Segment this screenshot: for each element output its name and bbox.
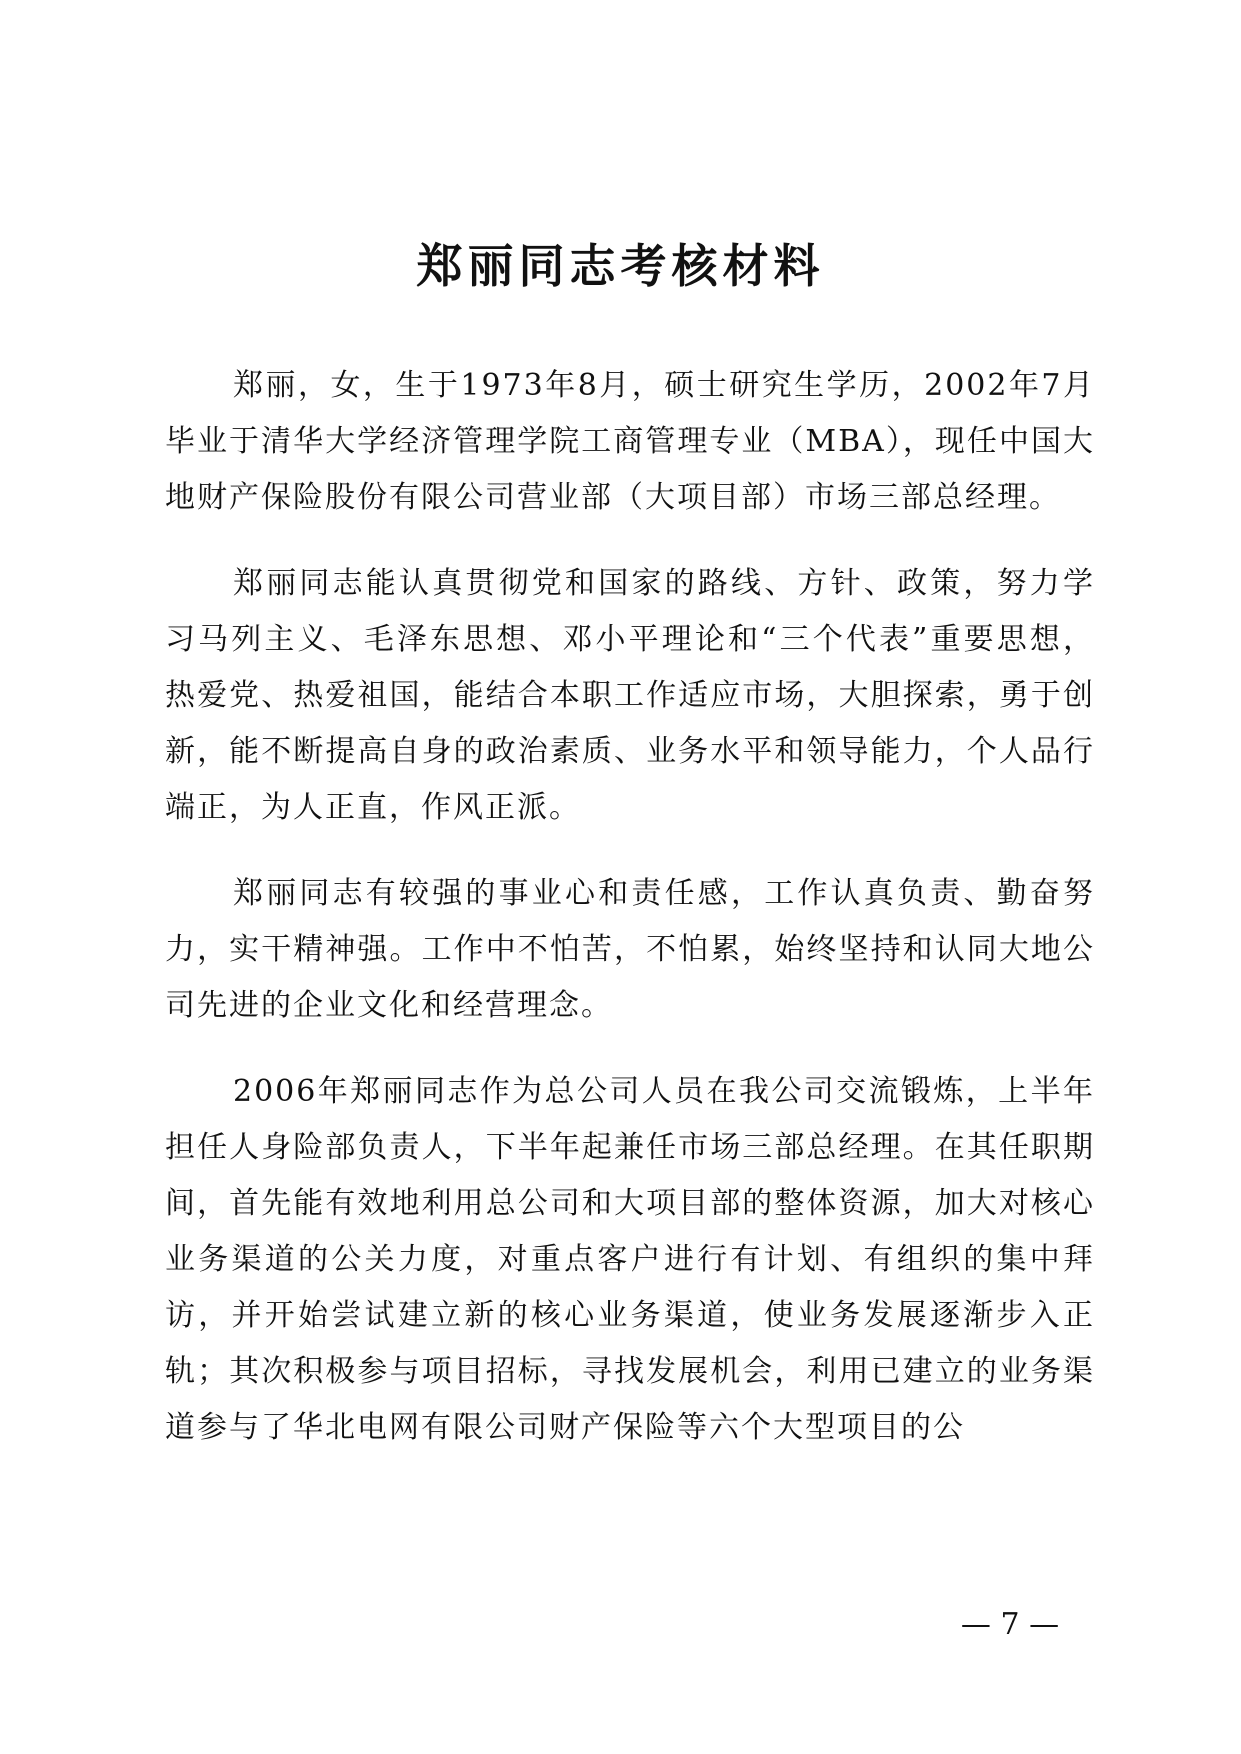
paragraph-personal-info: 郑丽，女，生于1973年8月，硕士研究生学历，2002年7月毕业于清华大学经济管理学院工商管理专业（MBA），现任中国大地财产保险股份有限公司营业部（大项目部）市场三部总经理。 (165, 368, 1095, 515)
paragraph-work-achievements: 2006年郑丽同志作为总公司人员在我公司交流锻炼，上半年担任人身险部负责人，下半年起兼任市场三部总经理。在其任职期间，首先能有效地利用总公司和大项目部的整体资源，加大对核心业务渠道的公关力度，对重点客户进行有计划、有组织的集中拜访，并开始尝试建立新的核心业务渠道，使业务发展逐渐步入正轨；其次积极参与项目招标，寻找发展机会，利用已建立的业务渠道参与了华北电网有限公司财产保险等六个大型项目的公 (165, 1074, 1095, 1445)
paragraph-work-attitude: 郑丽同志有较强的事业心和责任感，工作认真负责、勤奋努力，实干精神强。工作中不怕苦，不怕累，始终坚持和认同大地公司先进的企业文化和经营理念。 (165, 876, 1095, 1023)
document-body (165, 358, 1095, 1456)
page-number: — 7 — (960, 1607, 1060, 1642)
paragraph-political-quality: 郑丽同志能认真贯彻党和国家的路线、方针、政策，努力学习马列主义、毛泽东思想、邓小平理论和“三个代表”重要思想，热爱党、热爱祖国，能结合本职工作适应市场，大胆探索，勇于创新，能不断提高自身的政治素质、业务水平和领导能力，个人品行端正，为人正直，作风正派。 (165, 566, 1095, 825)
document-title: 郑丽同志考核材料 (416, 238, 825, 293)
